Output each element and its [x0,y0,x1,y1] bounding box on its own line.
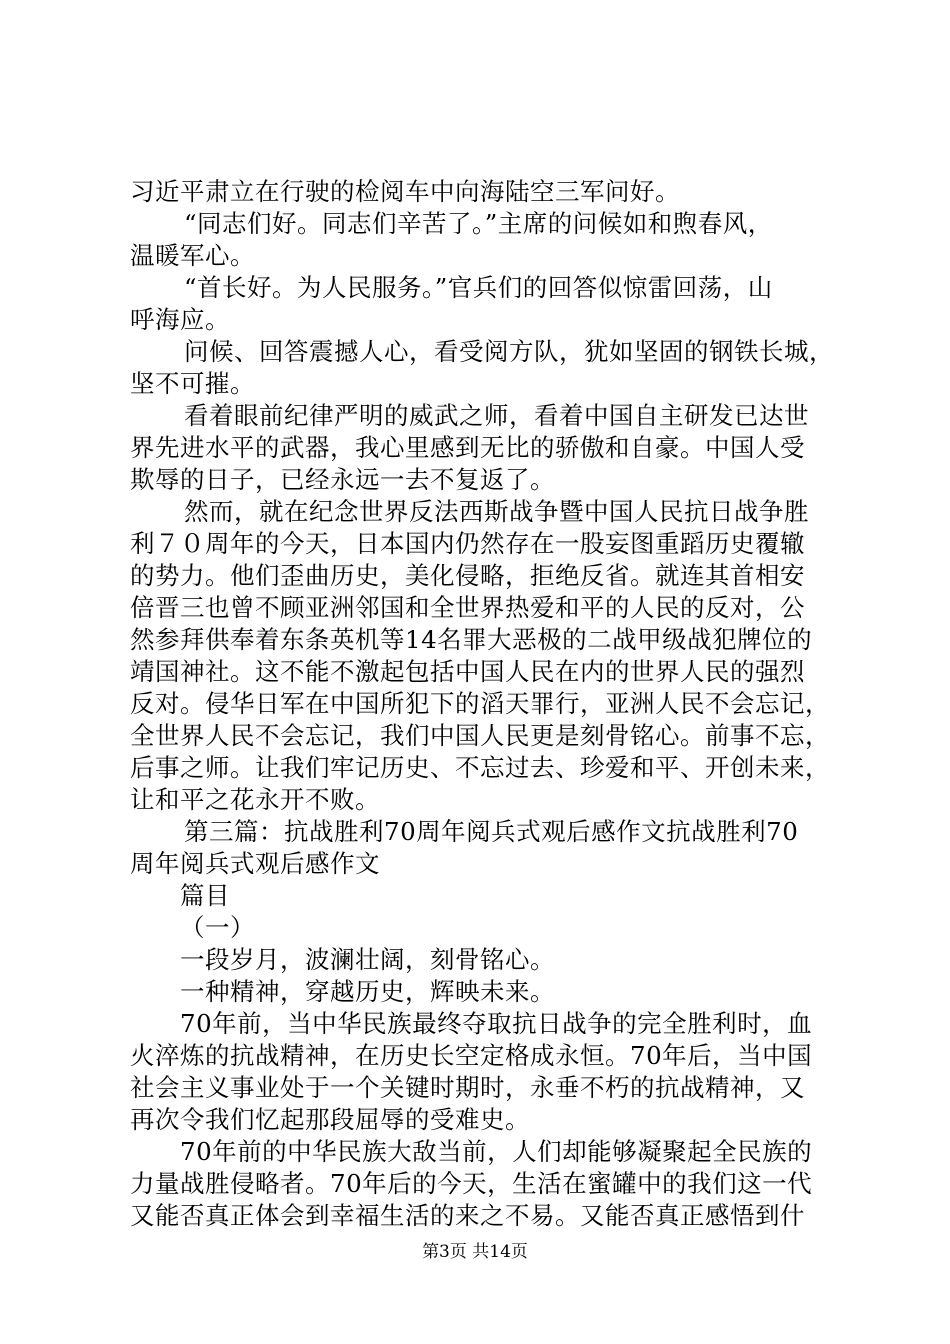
text-line: 全世界人民不会忘记，我们中国人民更是刻骨铭心。前事不忘， [130,721,830,750]
text-line: 看着眼前纪律严明的威武之师，看着中国自主研发已达世 [184,401,809,430]
text-line: 利７０周年的今天，日本国内仍然存在一股妄图重蹈历史覆辙 [130,529,805,558]
text-line: 一段岁月，波澜壮阔，刻骨铭心。 [180,945,555,974]
text-line: “同志们好。同志们辛苦了。”主席的问候如和煦春风， [184,209,773,238]
text-line: 又能否真正体会到幸福生活的来之不易。又能否真正感悟到什 [130,1201,805,1230]
text-line: 倍晋三也曾不顾亚洲邻国和全世界热爱和平的人民的反对，公 [130,593,805,622]
text-line: 呼海应。 [130,305,230,334]
text-line: 再次令我们忆起那段屈辱的受难史。 [130,1105,530,1134]
text-line: （一） [180,913,255,942]
text-line: 温暖军心。 [130,241,255,270]
document-body [130,176,834,1232]
text-line: 欺辱的日子，已经永远一去不复返了。 [130,465,555,494]
text-line: 70年前，当中华民族最终夺取抗日战争的完全胜利时，血 [180,1009,813,1038]
text-line: 界先进水平的武器，我心里感到无比的骄傲和自豪。中国人受 [130,433,805,462]
text-line: 火淬炼的抗战精神，在历史长空定格成永恒。70年后，当中国 [130,1041,813,1070]
text-line: 习近平肃立在行驶的检阅车中向海陆空三军问好。 [130,177,680,206]
text-line: 后事之师。让我们牢记历史、不忘过去、珍爱和平、开创未来， [130,753,830,782]
text-line: 反对。侵华日军在中国所犯下的滔天罪行，亚洲人民不会忘记， [130,689,830,718]
text-line: 的势力。他们歪曲历史，美化侵略，拒绝反省。就连其首相安 [130,561,805,590]
text-line: 社会主义事业处于一个关键时期时，永垂不朽的抗战精神，又 [130,1073,805,1102]
text-line: 坚不可摧。 [130,369,255,398]
text-line: 让和平之花永开不败。 [130,785,380,814]
text-line: 70年前的中华民族大敌当前，人们却能够凝聚起全民族的 [180,1137,813,1166]
text-line: 靖国神社。这不能不激起包括中国人民在内的世界人民的强烈 [130,657,805,686]
text-line: 一种精神，穿越历史，辉映未来。 [180,977,555,1006]
text-line: 然参拜供奉着东条英机等14名罪大恶极的二战甲级战犯牌位的 [130,625,813,654]
page-number-footer: 第3页 共14页 [422,1242,528,1262]
text-line: 然而，就在纪念世界反法西斯战争暨中国人民抗日战争胜 [184,497,809,526]
section-heading-line: 第三篇：抗战胜利70周年阅兵式观后感作文抗战胜利70 [184,817,799,846]
text-line: “首长好。为人民服务。”官兵们的回答似惊雷回荡，山 [184,273,773,302]
text-line: 力量战胜侵略者。70年后的今天，生活在蜜罐中的我们这一代 [130,1169,813,1198]
text-line: 篇目 [180,881,230,910]
text-line: 问候、回答震撼人心，看受阅方队，犹如坚固的钢铁长城， [184,337,834,366]
section-heading-line: 周年阅兵式观后感作文 [130,849,380,878]
